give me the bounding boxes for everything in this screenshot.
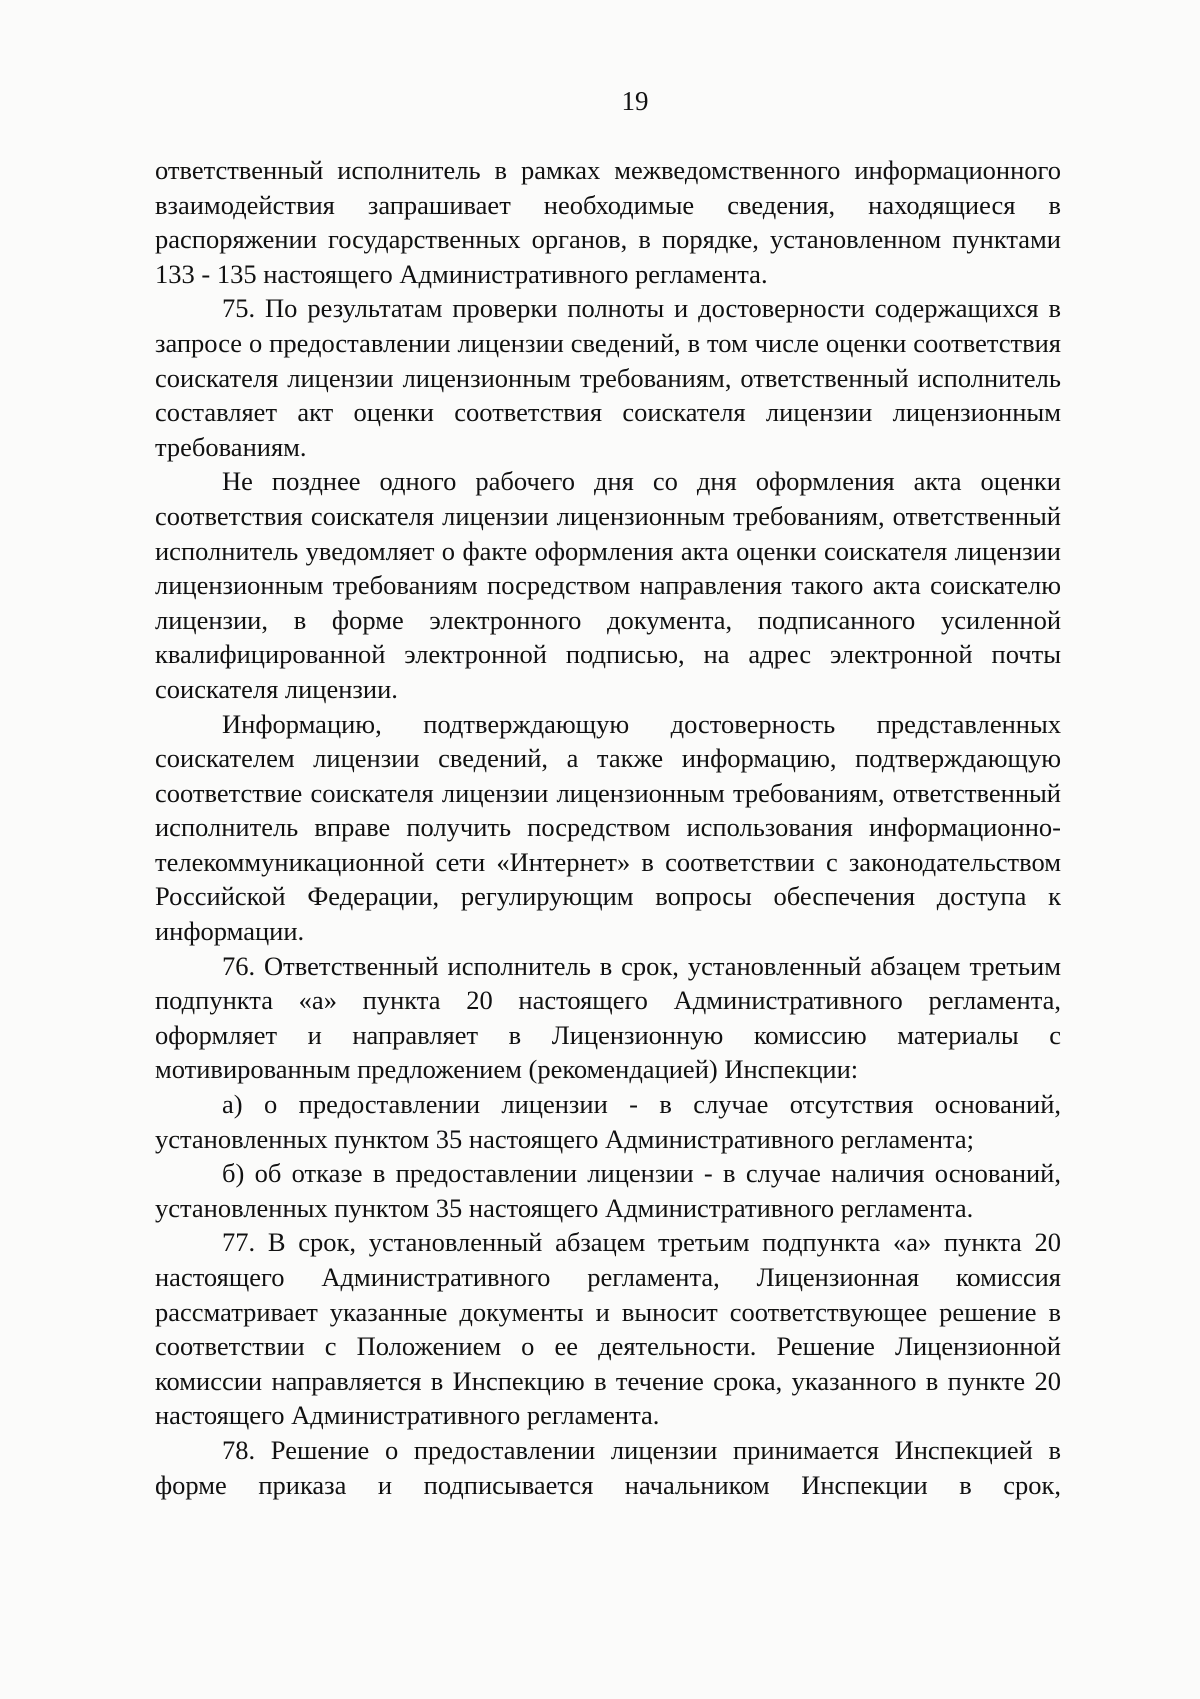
paragraph-75-notification: Не позднее одного рабочего дня со дня оформления акта оценки соответствия соискателя лицензии лицензионным требованиям, ответственный исполнитель уведомляет о факте оформления акта оценки соискателя лицензии лицензионным требованиям посредством направления такого акта соискателю лицензии, в форме электронного документа, подписанного усиленной квалифицированной электронной подписью, на адрес электронной почты соискателя лицензии.: [155, 466, 1061, 704]
paragraph-75-information: Информацию, подтверждающую достоверность представленных соискателем лицензии сведений, а также информацию, подтверждающую соответствие соискателя лицензии лицензионным требованиям, ответственный исполнитель вправе получить посредством использования информационно-телекоммуникационной сети «Интернет» в соответствии с законодательством Российской Федерации, регулирующим вопросы обеспечения доступа к информации.: [155, 708, 1061, 947]
paragraph-76-a: а) о предоставлении лицензии - в случае отсутствия оснований, установленных пунктом 35 настоящего Административного регламента;: [155, 1089, 1061, 1154]
paragraph-continuation: ответственный исполнитель в рамках межведомственного информационного взаимодействия запрашивает необходимые сведения, находящиеся в распоряжении государственных органов, в порядке, установленном пунктами 133 - 135 настоящего Административного регламента.: [155, 155, 1061, 289]
paragraph-77: 77. В срок, установленный абзацем третьим подпункта «а» пункта 20 настоящего Административного регламента, Лицензионная комиссия рассматривает указанные документы и выносит соответствующее решение в соответствии с Положением о ее деятельности. Решение Лицензионной комиссии направляется в Инспекцию в течение срока, указанного в пункте 20 настоящего Административного регламента.: [155, 1227, 1061, 1431]
paragraph-78: 78. Решение о предоставлении лицензии принимается Инспекцией в форме приказа и подписывается начальником Инспекции в срок,: [155, 1434, 1061, 1500]
paragraph-76: 76. Ответственный исполнитель в срок, установленный абзацем третьим подпункта «а» пункта 20 настоящего Административного регламента, оформляет и направляет в Лицензионную комиссию материалы с мотивированным предложением (рекомендацией) Инспекции:: [155, 950, 1061, 1085]
document-body: [155, 153, 1061, 1502]
paragraph-76-b: б) об отказе в предоставлении лицензии - в случае наличия оснований, установленных пунктом 35 настоящего Административного регламента.: [155, 1158, 1061, 1223]
paragraph-75: 75. По результатам проверки полноты и достоверности содержащихся в запросе о предоставлении лицензии сведений, в том числе оценки соответствия соискателя лицензии лицензионным требованиям, ответственный исполнитель составляет акт оценки соответствия соискателя лицензии лицензионным требованиям.: [155, 293, 1061, 462]
page-number: 19: [621, 86, 649, 116]
